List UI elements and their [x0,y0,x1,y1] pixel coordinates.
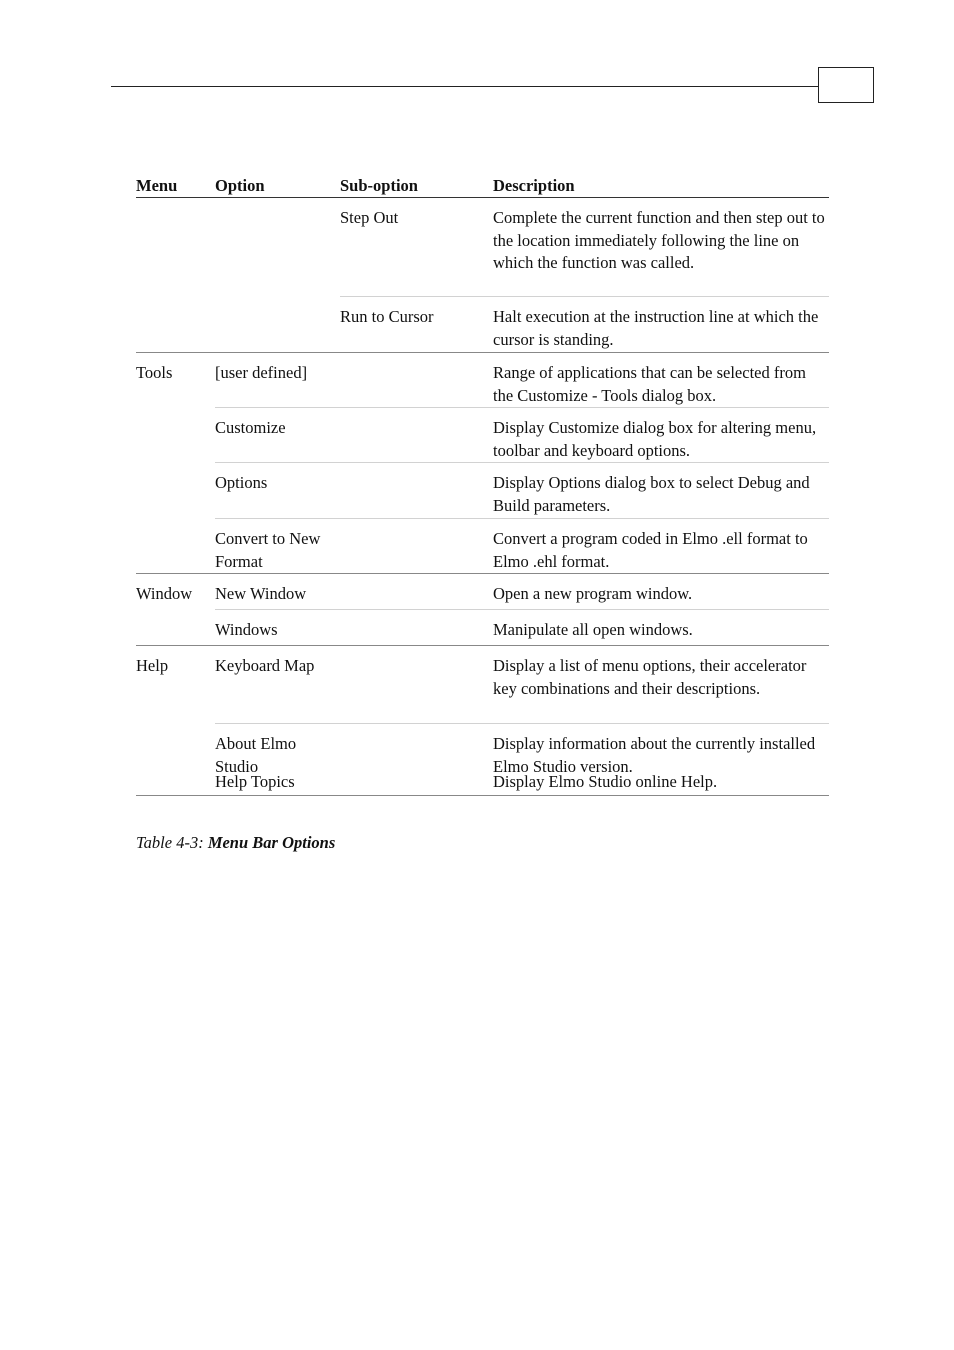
header-suboption: Sub-option [340,176,418,195]
menu-cell: Window [136,584,193,603]
header-description: Description [493,176,575,195]
table-row [136,297,829,353]
description-cell: Range of applications that can be selected from the Customize - Tools dialog box. [493,363,806,405]
header-menu: Menu [136,176,178,195]
menu-cell: Tools [136,363,173,382]
table-row [136,353,829,408]
page-number-box [818,67,874,103]
table-row [136,772,829,811]
menu-cell: Help [136,656,169,675]
table-row [136,519,829,574]
option-cell: Windows [215,620,278,639]
description-cell: Open a new program window. [493,584,693,603]
table-caption [136,833,335,853]
description-cell: Convert a program coded in Elmo .ell format to Elmo .ehl format. [493,529,808,571]
option-cell: About Elmo Studio [215,734,297,776]
caption-prefix: Table 4-3: [136,833,208,852]
suboption-cell: Run to Cursor [340,307,434,326]
description-cell: Display Options dialog box to select Debug and Build parameters. [493,473,810,515]
header-option: Option [215,176,265,195]
caption-title: Menu Bar Options [207,833,336,852]
option-cell: [user defined] [215,363,308,382]
description-cell: Display Customize dialog box for altering menu, toolbar and keyboard options. [493,418,817,460]
option-cell: Keyboard Map [215,656,315,675]
row-separator [136,795,829,796]
table-row [136,408,829,463]
header-rule [111,86,819,87]
option-cell: Convert to New Format [215,529,321,571]
suboption-cell: Step Out [340,208,399,227]
description-cell: Manipulate all open windows. [493,620,693,639]
option-cell: Help Topics [215,772,295,791]
table-row [136,574,829,610]
table-row [136,610,829,646]
option-cell: Customize [215,418,286,437]
menu-bar-options-table [136,173,829,811]
option-cell: Options [215,473,268,492]
description-cell: Display information about the currently installed Elmo Studio version. [493,734,816,776]
description-cell: Display a list of menu options, their accelerator key combinations and their descriptions. [493,656,807,698]
description-cell: Display Elmo Studio online Help. [493,772,718,791]
description-cell: Complete the current function and then step out to the location immediately following the line on which the function was called. [493,208,825,272]
table-row [136,646,829,724]
table-row [136,463,829,519]
table-header [136,173,829,198]
option-cell: New Window [215,584,307,603]
description-cell: Halt execution at the instruction line at which the cursor is standing. [493,307,819,349]
table-row [136,198,829,297]
